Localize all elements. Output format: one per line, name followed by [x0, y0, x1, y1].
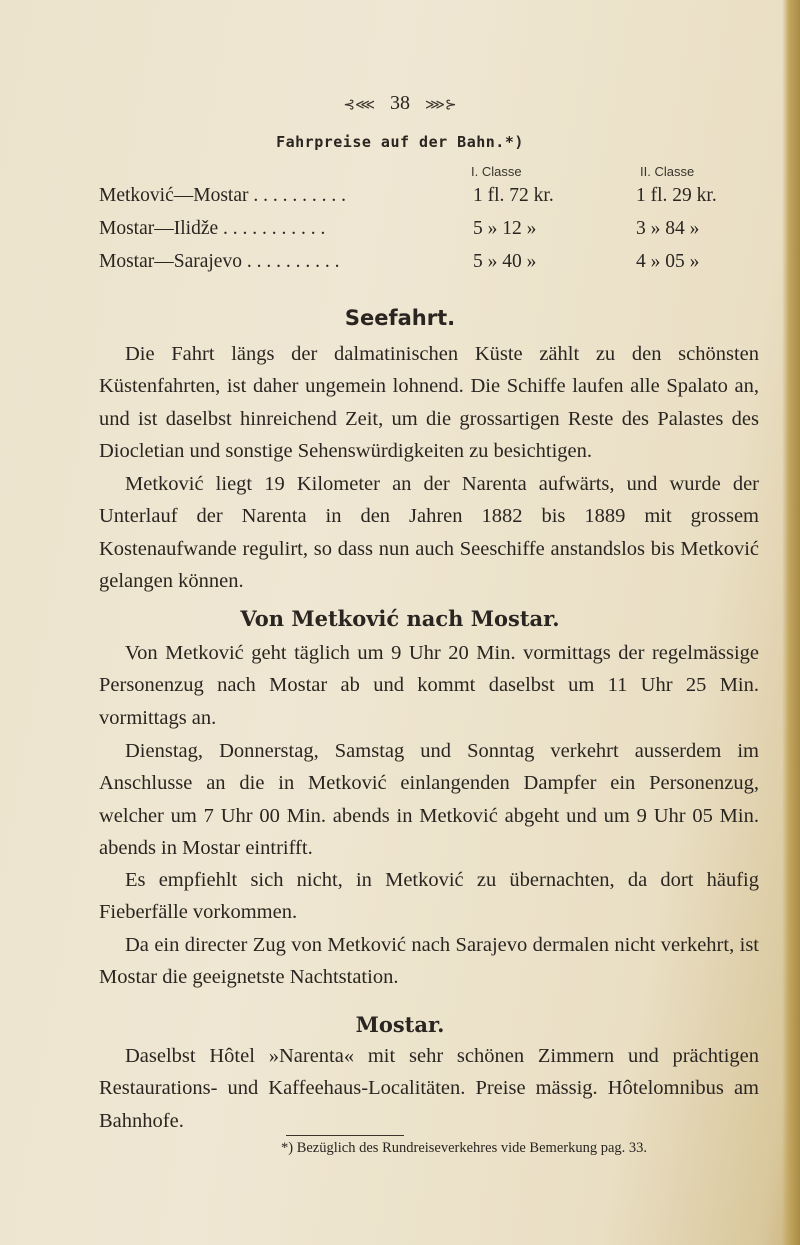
fare-row	[99, 185, 759, 211]
fare-class2: 1 fl. 29 kr.	[636, 185, 717, 206]
paragraph	[99, 929, 759, 994]
heading-seefahrt: Seefahrt.	[344, 306, 456, 330]
paragraph-text: Da ein directer Zug von Metković nach Sarajevo dermalen nicht verkehrt, ist Mostar die geeignetste Nachtstation.	[99, 934, 759, 989]
fare-class1: 5 » 12 »	[473, 218, 537, 239]
paragraph	[99, 468, 759, 598]
fare-table-title: Fahrpreise auf der Bahn.*)	[276, 133, 524, 151]
fare-row	[99, 218, 759, 244]
fare-route: Mostar—Ilidže . . . . . . . . . . .	[99, 218, 326, 239]
paragraph	[99, 637, 759, 734]
heading-metkovic-mostar: Von Metković nach Mostar.	[240, 606, 560, 631]
fare-class2: 4 » 05 »	[636, 251, 700, 272]
paragraph-text: Es empfiehlt sich nicht, in Metković zu übernachten, da dort häufig Fieberfälle vorkommen.	[99, 869, 759, 924]
paragraph-text: Die Fahrt längs der dalmatinischen Küste zählt zu den schönsten Küstenfahrten, ist daher ungemein lohnend. Die Schiffe laufen alle Spalato an, und ist daselbst hinreichend Zeit, um die grossartigen Reste des Palastes des Diocletian und sonstige Sehenswürdigkeiten zu besichtigen.	[99, 343, 759, 463]
class1-header: I. Classe	[471, 164, 522, 179]
paragraph	[99, 864, 759, 929]
fare-class1: 5 » 40 »	[473, 251, 537, 272]
paragraph-text: Daselbst Hôtel »Narenta« mit sehr schönen Zimmern und prächtigen Restaurations- und Kaffeehaus-Localitäten. Preise mässig. Hôtelomnibus am Bahnhofe.	[99, 1045, 759, 1132]
page-number: 38	[390, 92, 410, 114]
fare-row	[99, 251, 759, 277]
fare-route: Mostar—Sarajevo . . . . . . . . . .	[99, 251, 340, 272]
paragraph	[99, 735, 759, 865]
footnote-divider	[286, 1135, 404, 1136]
paragraph-text: Von Metković geht täglich um 9 Uhr 20 Min. vormittags der regelmässige Personenzug nach Mostar ab und kommt daselbst um 11 Uhr 25 Min. vormittags an.	[99, 642, 759, 729]
footnote: *) Bezüglich des Rundreiseverkehres vide Bemerkung pag. 33.	[281, 1140, 648, 1156]
heading-mostar: Mostar.	[355, 1012, 445, 1037]
class2-header: II. Classe	[640, 164, 695, 179]
paragraph	[99, 338, 759, 468]
fare-class1: 1 fl. 72 kr.	[473, 185, 554, 206]
ornament-left-icon: ⊰⋘	[343, 98, 375, 113]
fare-class2: 3 » 84 »	[636, 218, 700, 239]
fare-route: Metković—Mostar . . . . . . . . . .	[99, 185, 346, 206]
paragraph-text: Dienstag, Donnerstag, Samstag und Sonntag verkehrt ausserdem im Anschlusse an die in Metković einlangenden Dampfer ein Personenzug, welcher um 7 Uhr 00 Min. abends in Metković abgeht und um 9 Uhr 05 Min. abends in Mostar eintrifft.	[99, 740, 759, 860]
paragraph	[99, 1040, 759, 1137]
page-header	[0, 92, 800, 115]
paragraph-text: Metković liegt 19 Kilometer an der Narenta aufwärts, und wurde der Unterlauf der Narenta in den Jahren 1882 bis 1889 mit grossem Kostenaufwande regulirt, so dass nun auch Seeschiffe anstandslos bis Metković gelangen können.	[99, 473, 759, 593]
ornament-right-icon: ⋙⊱	[425, 98, 457, 113]
